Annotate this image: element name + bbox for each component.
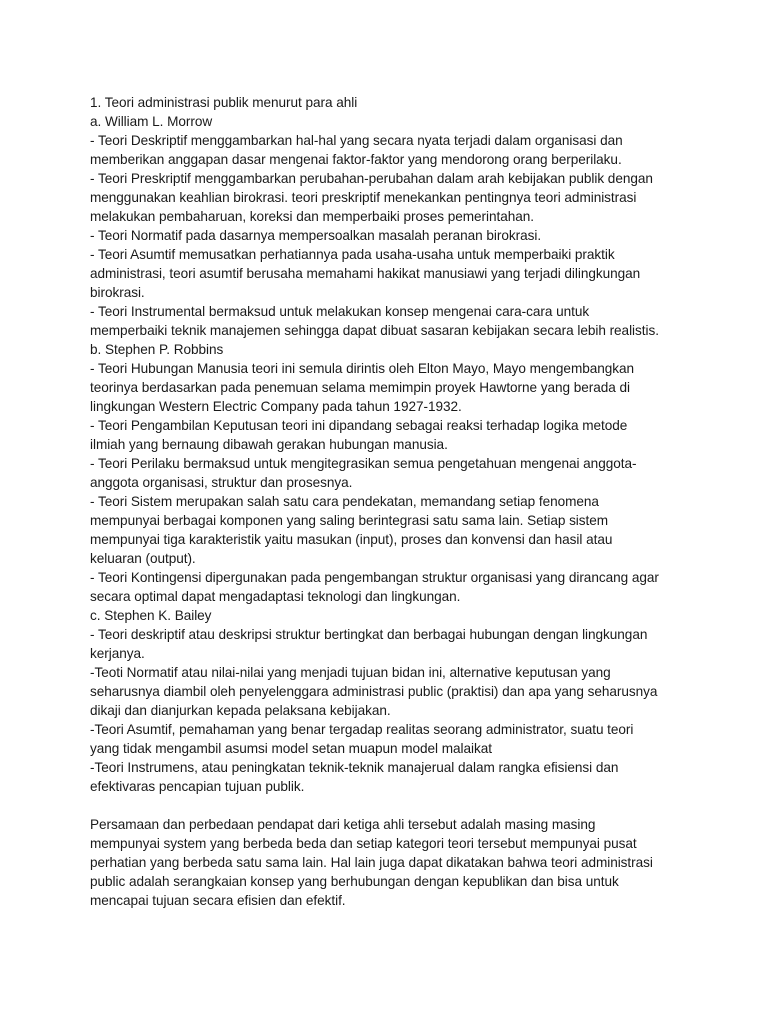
text-line: anggota organisasi, struktur dan prosesnya. [90, 475, 353, 490]
text-line: keluaran (output). [90, 551, 196, 566]
text-line: memberikan anggapan dasar mengenai faktor-faktor yang mendorong orang berperilaku. [90, 152, 622, 167]
text-line: - Teori Preskriptif menggambarkan perubahan-perubahan dalam arah kebijakan publik dengan [90, 171, 653, 186]
text-line: -Teori Asumtif, pemahaman yang benar tergadap realitas seorang administrator, suatu teori [90, 722, 634, 737]
text-line: kerjanya. [90, 646, 145, 661]
text-line: administrasi, teori asumtif berusaha memahami hakikat manusiawi yang terjadi dilingkungan [90, 266, 641, 281]
text-line: - Teori Hubungan Manusia teori ini semula dirintis oleh Elton Mayo, Mayo mengembangkan [90, 361, 635, 376]
text-line: - Teori Normatif pada dasarnya mempersoalkan masalah peranan birokrasi. [90, 228, 542, 243]
conclusion-line: mempunyai system yang berbeda beda dan setiap kategori teori tersebut mempunyai pusat [90, 836, 637, 851]
section-title: 1. Teori administrasi publik menurut para ahli [90, 95, 358, 110]
text-line: mempunyai berbagai komponen yang saling berintegrasi satu sama lain. Setiap sistem [90, 513, 609, 528]
text-line: -Teoti Normatif atau nilai-nilai yang menjadi tujuan bidan ini, alternative keputusan yang [90, 665, 611, 680]
text-line: secara optimal dapat mengadaptasi teknologi dan lingkungan. [90, 589, 461, 604]
text-line: - Teori Pengambilan Keputusan teori ini dipandang sebagai reaksi terhadap logika metode [90, 418, 628, 433]
paragraph-gap [90, 796, 680, 815]
text-line: melakukan pembaharuan, koreksi dan memperbaiki proses pemerintahan. [90, 209, 534, 224]
text-line: - Teori Sistem merupakan salah satu cara pendekatan, memandang setiap fenomena [90, 494, 599, 509]
text-line: birokrasi. [90, 285, 145, 300]
text-line: teorinya berdasarkan pada penemuan selama memimpin proyek Hawtorne yang berada di [90, 380, 631, 395]
conclusion-line: Persamaan dan perbedaan pendapat dari ketiga ahli tersebut adalah masing masing [90, 817, 596, 832]
text-line: - Teori Perilaku bermaksud untuk mengitegrasikan semua pengetahuan mengenai anggota- [90, 456, 637, 471]
expert-heading-bailey: c. Stephen K. Bailey [90, 608, 212, 623]
text-line: memperbaiki teknik manajemen sehingga dapat dibuat sasaran kebijakan secara lebih realistis. [90, 323, 659, 338]
text-line: efektivaras pencapian tujuan publik. [90, 779, 305, 794]
text-line: mempunyai tiga karakteristik yaitu masukan (input), proses dan konvensi dan hasil atau [90, 532, 613, 547]
text-line: seharusnya diambil oleh penyelenggara administrasi public (praktisi) dan apa yang seharusnya [90, 684, 658, 699]
text-line: dikaji dan dianjurkan kepada pelaksana kebijakan. [90, 703, 391, 718]
conclusion-line: public adalah serangkaian konsep yang berhubungan dengan kepublikan dan bisa untuk [90, 874, 619, 889]
text-line: menggunakan keahlian birokrasi. teori preskriptif menekankan pentingnya teori administrasi [90, 190, 637, 205]
text-line: ilmiah yang bernaung dibawah gerakan hubungan manusia. [90, 437, 448, 452]
conclusion-line: mencapai tujuan secara efisien dan efektif. [90, 893, 346, 908]
conclusion-line: perhatian yang berbeda satu sama lain. Hal lain juga dapat dikatakan bahwa teori administrasi [90, 855, 653, 870]
text-line: yang tidak mengambil asumsi model setan muapun model malaikat [90, 741, 492, 756]
text-line: - Teori deskriptif atau deskripsi struktur bertingkat dan berbagai hubungan dengan lingkungan [90, 627, 648, 642]
document-body [90, 93, 680, 910]
expert-heading-morrow: a. William L. Morrow [90, 114, 213, 129]
text-line: -Teori Instrumens, atau peningkatan teknik-teknik manajerual dalam rangka efisiensi dan [90, 760, 619, 775]
text-line: - Teori Kontingensi dipergunakan pada pengembangan struktur organisasi yang dirancang agar [90, 570, 659, 585]
text-line: - Teori Instrumental bermaksud untuk melakukan konsep mengenai cara-cara untuk [90, 304, 590, 319]
expert-heading-robbins: b. Stephen P. Robbins [90, 342, 224, 357]
text-line: - Teori Asumtif memusatkan perhatiannya pada usaha-usaha untuk memperbaiki praktik [90, 247, 615, 262]
text-line: lingkungan Western Electric Company pada tahun 1927-1932. [90, 399, 462, 414]
text-line: - Teori Deskriptif menggambarkan hal-hal yang secara nyata terjadi dalam organisasi dan [90, 133, 623, 148]
